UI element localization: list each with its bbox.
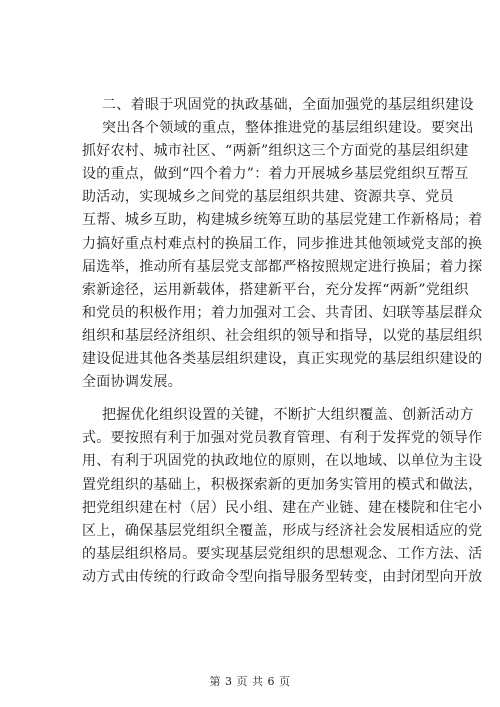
text-line: 突出各个领域的重点，整体推进党的基层组织建设。要突出: [102, 120, 474, 137]
text-line: 和党员的积极作用；着力加强对工会、共青团、妇联等基层群众: [82, 304, 483, 321]
text-line: 届选举，推动所有基层党支部都严格按照规定进行换届；着力探: [82, 258, 483, 275]
text-line: 力搞好重点村难点村的换届工作，同步推进其他领域党支部的换: [82, 235, 483, 252]
paragraph-gap: [82, 394, 434, 404]
text-line: 把握优化组织设置的关键，不断扩大组织覆盖、创新活动方: [102, 407, 474, 424]
text-line: 动方式由传统的行政命令型向指导服务型转变，由封闭型向开放: [82, 568, 483, 585]
text-line: 组织和基层经济组织、社会组织的领导和指导，以党的基层组织: [82, 327, 483, 344]
page-footer: [0, 673, 500, 689]
text-line: 的基层组织格局。要实现基层党组织的思想观念、工作方法、活: [82, 545, 483, 562]
paragraph-section-heading: [82, 94, 483, 394]
text-line: 用、有利于巩固党的执政地位的原则，在以地域、以单位为主设: [82, 453, 483, 470]
text-line: 把党组织建在村（居）民小组、建在产业链、建在楼院和住宅小: [82, 499, 483, 516]
document-body: [82, 94, 483, 589]
text-line: 置党组织的基础上，积极探索新的更加务实管用的模式和做法，: [82, 476, 483, 493]
heading-line: 二、着眼于巩固党的执政基础，全面加强党的基层组织建设: [102, 97, 474, 113]
text-line: 设的重点，做到“四个着力”：着力开展城乡基层党组织互帮互: [82, 166, 469, 183]
text-line: 助活动，实现城乡之间党的基层组织共建、资源共享、党员: [82, 189, 454, 206]
text-line: 建设促进其他各类基层组织建设，真正实现党的基层组织建设的: [82, 351, 483, 368]
text-line: 互帮、城乡互助，构建城乡统筹互助的基层党建工作新格局；着: [82, 212, 483, 229]
text-line: 区上，确保基层党组织全覆盖，形成与经济社会发展相适应的党: [82, 522, 483, 539]
text-line: 索新途径，运用新载体，搭建新平台，充分发挥“两新”党组织: [82, 281, 469, 298]
paragraph-organization: [82, 404, 483, 589]
page-number: 第 3 页 共 6 页: [209, 675, 291, 688]
text-line: 式。要按照有利于加强对党员教育管理、有利于发挥党的领导作: [82, 430, 483, 447]
text-line: 抓好农村、城市社区、“两新”组织这三个方面党的基层组织建: [82, 143, 469, 160]
text-line: 全面协调发展。: [82, 374, 183, 391]
